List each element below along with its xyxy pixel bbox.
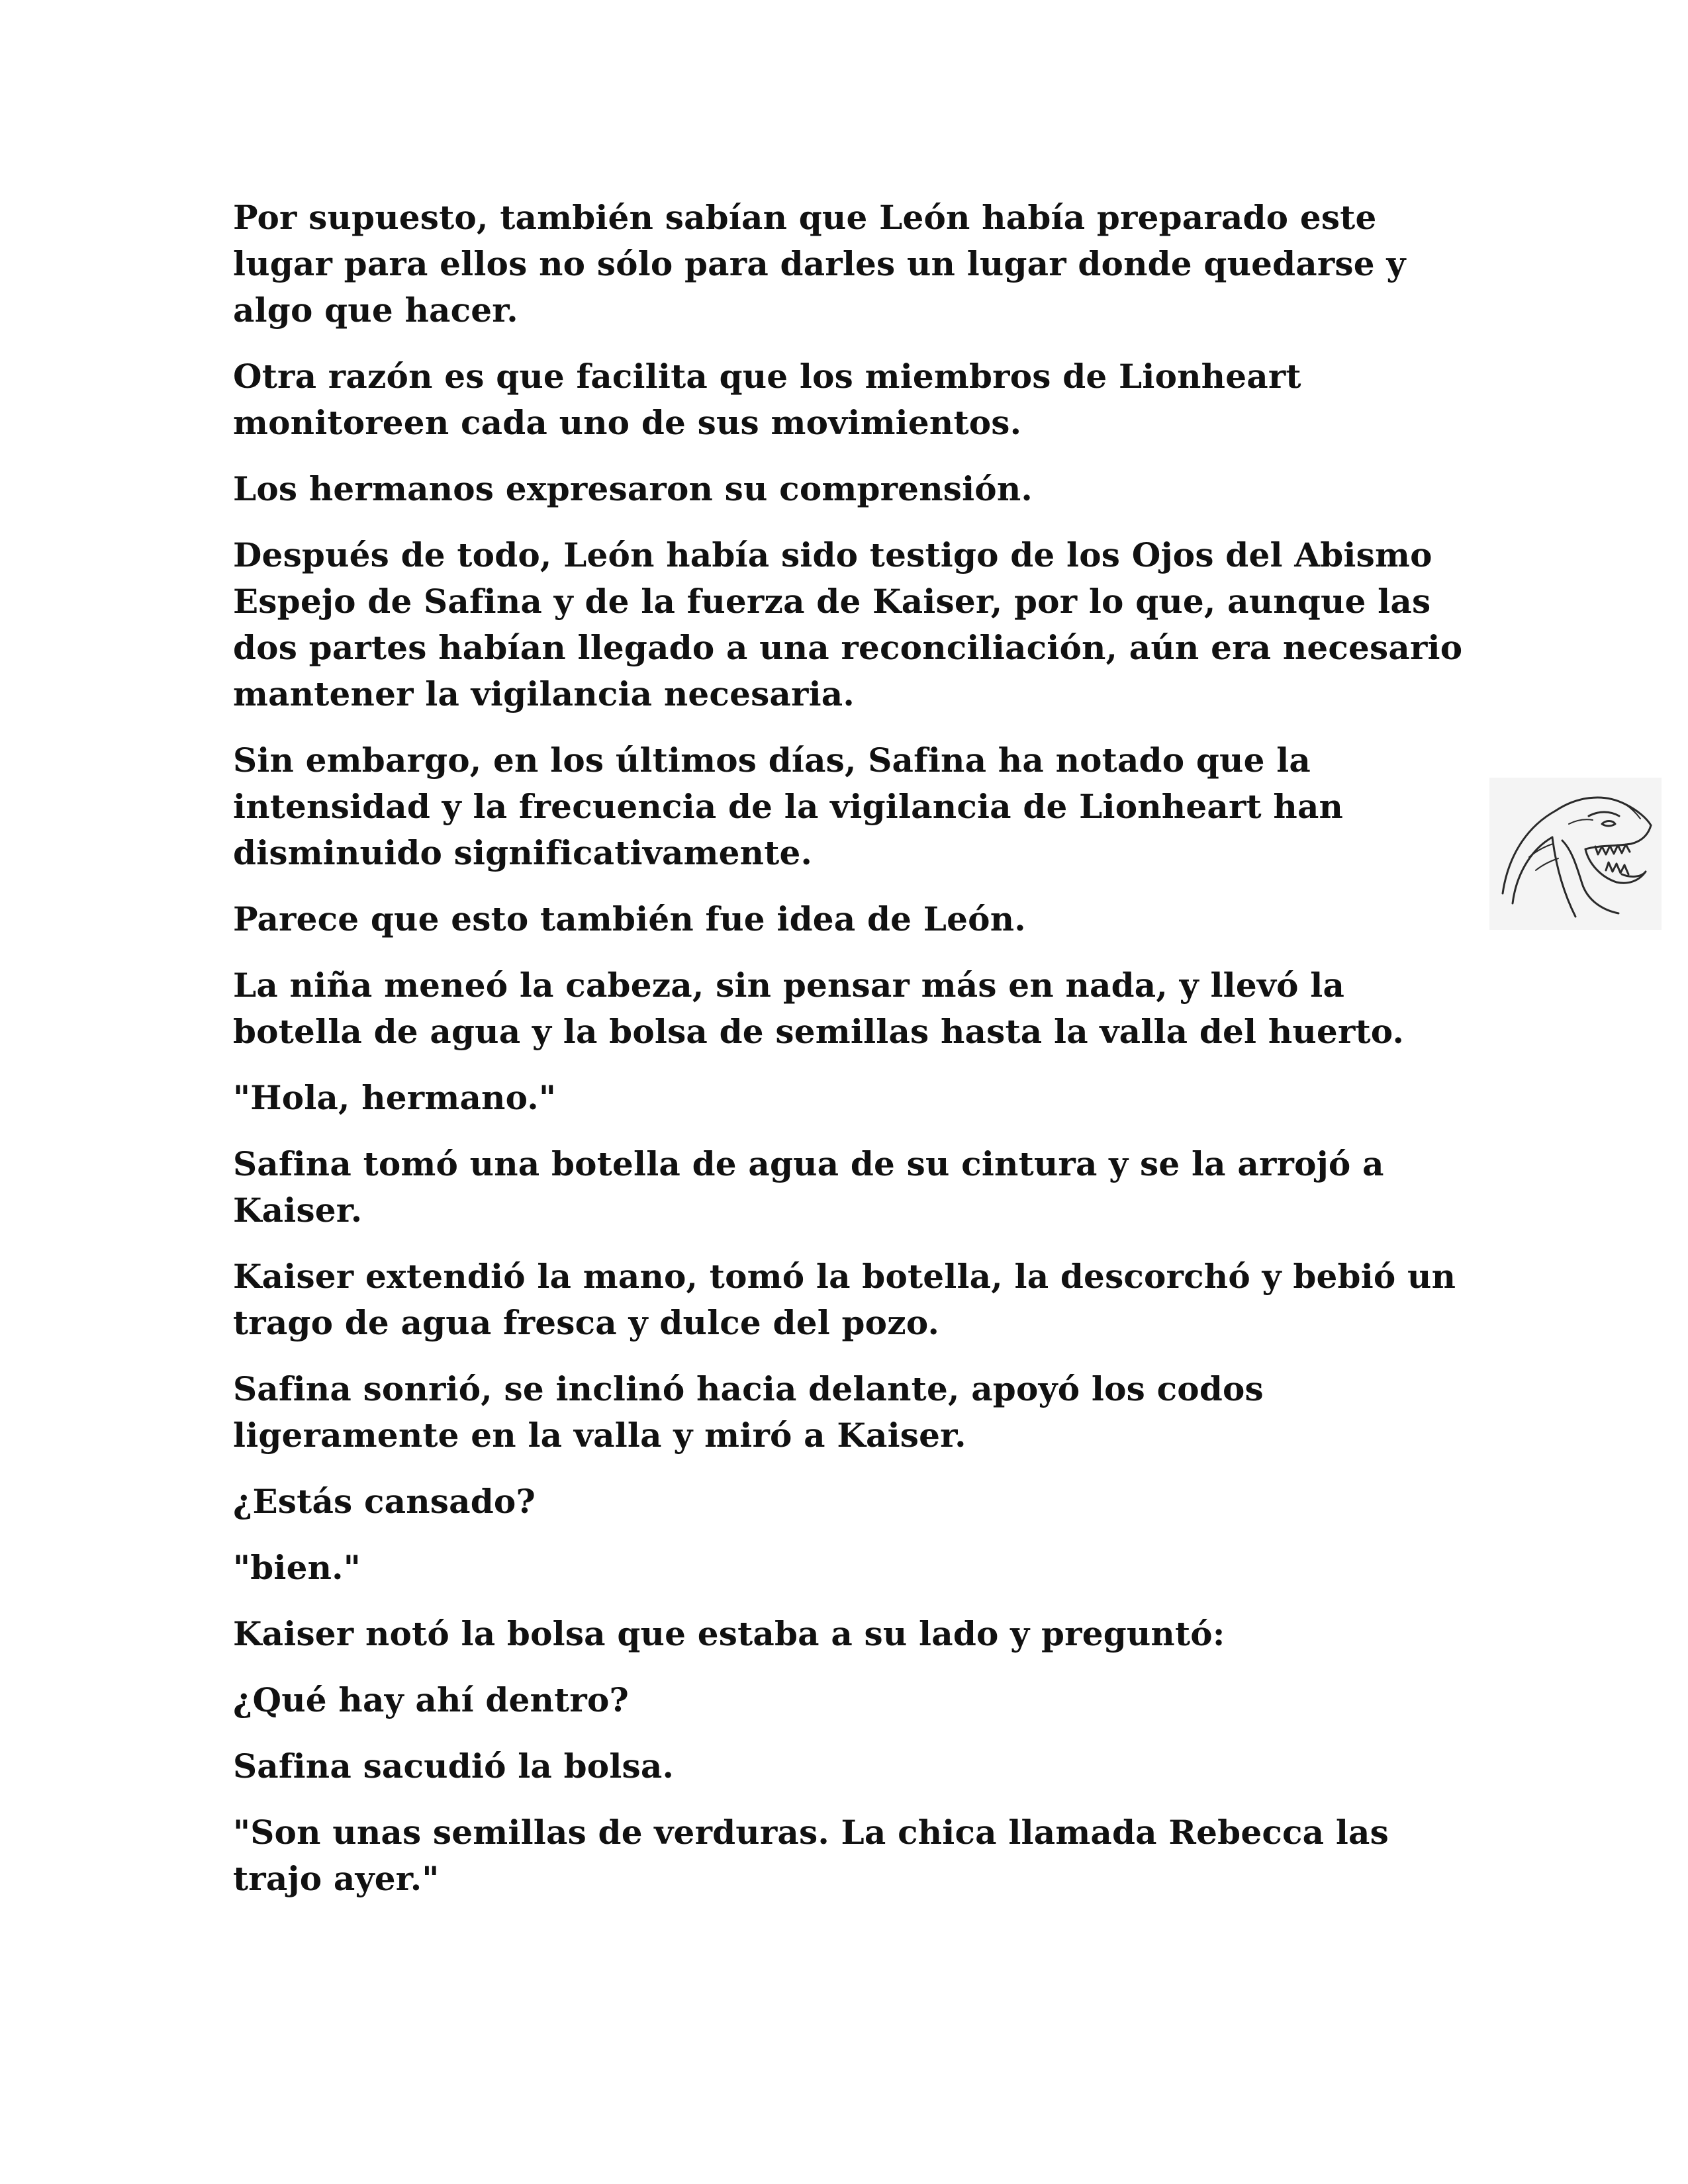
paragraph: Parece que esto también fue idea de León. [233, 899, 1026, 938]
paragraph: Safina sacudió la bolsa. [233, 1747, 675, 1786]
paragraph: ¿Estás cansado? [233, 1482, 536, 1521]
dinosaur-head-sketch-icon [1489, 778, 1662, 930]
paragraph: Safina tomó una botella de agua de su cintura y se la arrojó a Kaiser. [233, 1144, 1384, 1230]
paragraph: Por supuesto, también sabían que León había preparado este lugar para ellos no sólo para darles un lugar donde quedarse y algo que hacer. [233, 198, 1406, 330]
paragraph: "Hola, hermano." [233, 1078, 557, 1117]
paragraph: Kaiser extendió la mano, tomó la botella, la descorchó y bebió un trago de agua fresca y dulce del pozo. [233, 1257, 1456, 1342]
paragraph: "Son unas semillas de verduras. La chica llamada Rebecca las trajo ayer." [233, 1813, 1389, 1898]
body-text [233, 195, 1477, 1922]
paragraph: Safina sonrió, se inclinó hacia delante, apoyó los codos ligeramente en la valla y miró a Kaiser. [233, 1369, 1264, 1455]
paragraph: ¿Qué hay ahí dentro? [233, 1680, 629, 1719]
paragraph: Otra razón es que facilita que los miembros de Lionheart monitoreen cada uno de sus movimientos. [233, 357, 1301, 442]
paragraph: Después de todo, León había sido testigo de los Ojos del Abismo Espejo de Safina y de la fuerza de Kaiser, por lo que, aunque las dos partes habían llegado a una reconciliación, aún era necesario mantener la vigilancia necesaria. [233, 535, 1463, 713]
paragraph: La niña meneó la cabeza, sin pensar más en nada, y llevó la botella de agua y la bolsa de semillas hasta la valla del huerto. [233, 966, 1405, 1051]
paragraph: Los hermanos expresaron su comprensión. [233, 469, 1033, 508]
paragraph: "bien." [233, 1548, 361, 1587]
paragraph: Kaiser notó la bolsa que estaba a su lado y preguntó: [233, 1614, 1225, 1653]
paragraph: Sin embargo, en los últimos días, Safina ha notado que la intensidad y la frecuencia de la vigilancia de Lionheart han disminuido significativamente. [233, 741, 1344, 872]
